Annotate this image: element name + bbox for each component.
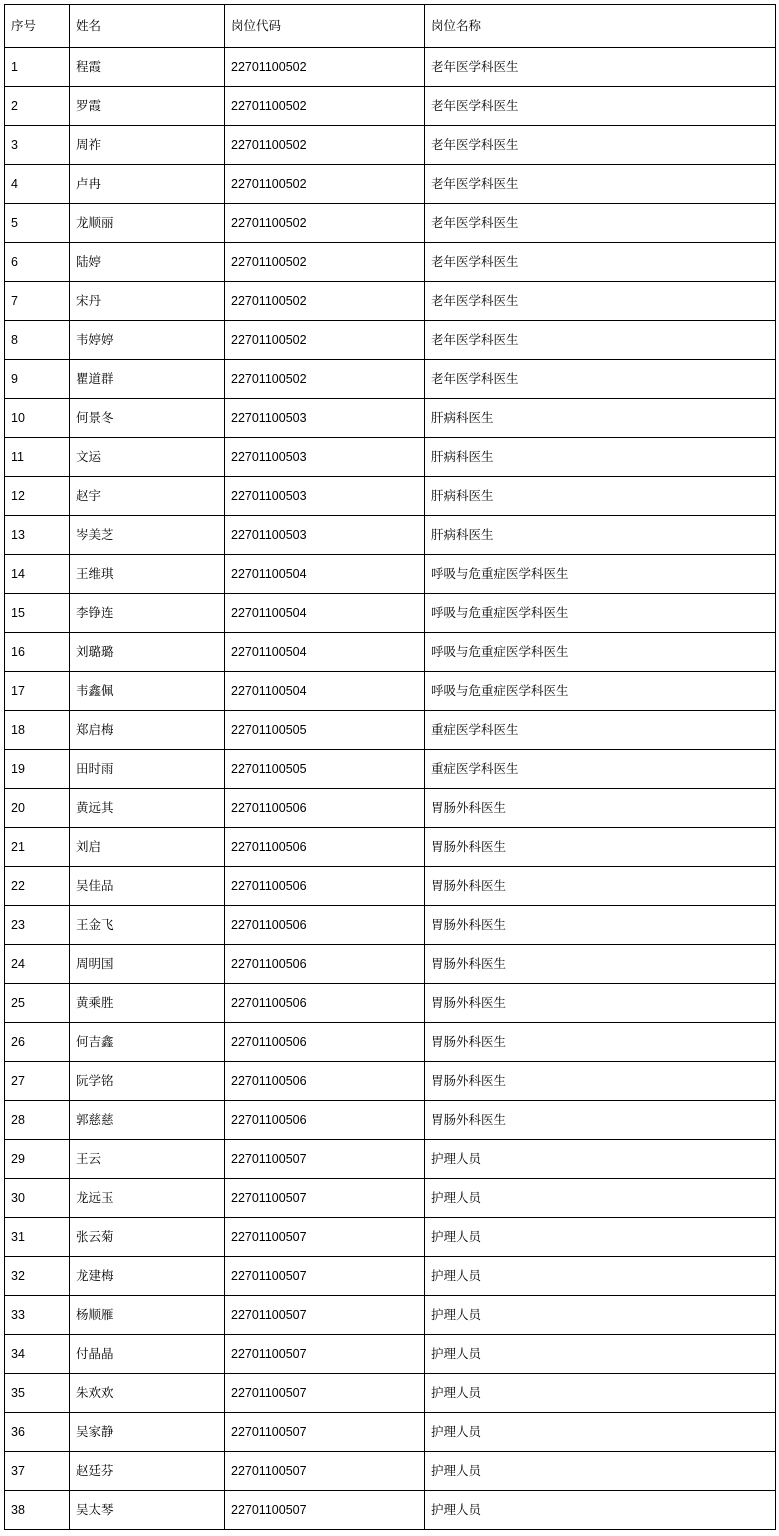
cell-name: 龙顺丽: [70, 204, 225, 243]
table-row: [5, 282, 776, 321]
cell-name: 付晶晶: [70, 1335, 225, 1374]
cell-index: 33: [5, 1296, 70, 1335]
column-header-post: 岗位名称: [425, 5, 776, 48]
table-row: [5, 360, 776, 399]
cell-post: 老年医学科医生: [425, 165, 776, 204]
cell-post: 护理人员: [425, 1491, 776, 1530]
cell-post: 重症医学科医生: [425, 711, 776, 750]
cell-post: 肝病科医生: [425, 438, 776, 477]
cell-post: 呼吸与危重症医学科医生: [425, 555, 776, 594]
cell-post: 呼吸与危重症医学科医生: [425, 672, 776, 711]
cell-name: 王维琪: [70, 555, 225, 594]
cell-name: 何景冬: [70, 399, 225, 438]
table-row: [5, 1179, 776, 1218]
cell-name: 程霞: [70, 48, 225, 87]
cell-name: 宋丹: [70, 282, 225, 321]
cell-name: 岑美芝: [70, 516, 225, 555]
cell-post: 护理人员: [425, 1374, 776, 1413]
cell-name: 韦婷婷: [70, 321, 225, 360]
cell-code: 22701100507: [225, 1296, 425, 1335]
cell-post: 护理人员: [425, 1452, 776, 1491]
cell-index: 15: [5, 594, 70, 633]
cell-name: 刘璐璐: [70, 633, 225, 672]
table-row: [5, 1335, 776, 1374]
cell-index: 18: [5, 711, 70, 750]
table-row: [5, 1374, 776, 1413]
table-row: [5, 906, 776, 945]
table-row: [5, 399, 776, 438]
table-row: [5, 516, 776, 555]
cell-code: 22701100506: [225, 906, 425, 945]
table-row: [5, 477, 776, 516]
cell-index: 35: [5, 1374, 70, 1413]
cell-name: 吴家静: [70, 1413, 225, 1452]
table-row: [5, 1296, 776, 1335]
cell-index: 17: [5, 672, 70, 711]
table-row: [5, 1101, 776, 1140]
cell-name: 赵宇: [70, 477, 225, 516]
table-row: [5, 87, 776, 126]
table-row: [5, 789, 776, 828]
cell-name: 龙远玉: [70, 1179, 225, 1218]
table-row: [5, 1023, 776, 1062]
table-row: [5, 750, 776, 789]
cell-name: 文运: [70, 438, 225, 477]
cell-index: 30: [5, 1179, 70, 1218]
cell-index: 28: [5, 1101, 70, 1140]
cell-code: 22701100504: [225, 633, 425, 672]
cell-index: 7: [5, 282, 70, 321]
cell-name: 郭慈慈: [70, 1101, 225, 1140]
cell-name: 阮学铭: [70, 1062, 225, 1101]
cell-name: 黄乘胜: [70, 984, 225, 1023]
cell-post: 护理人员: [425, 1335, 776, 1374]
cell-post: 肝病科医生: [425, 477, 776, 516]
cell-code: 22701100507: [225, 1413, 425, 1452]
cell-index: 37: [5, 1452, 70, 1491]
cell-index: 12: [5, 477, 70, 516]
table-row: [5, 711, 776, 750]
cell-post: 护理人员: [425, 1218, 776, 1257]
cell-post: 胃肠外科医生: [425, 945, 776, 984]
cell-index: 31: [5, 1218, 70, 1257]
cell-index: 29: [5, 1140, 70, 1179]
table-row: [5, 126, 776, 165]
cell-index: 22: [5, 867, 70, 906]
cell-name: 卢冉: [70, 165, 225, 204]
cell-name: 刘启: [70, 828, 225, 867]
cell-post: 老年医学科医生: [425, 48, 776, 87]
cell-post: 肝病科医生: [425, 516, 776, 555]
cell-code: 22701100503: [225, 399, 425, 438]
candidate-roster-table: [4, 4, 776, 1530]
cell-post: 护理人员: [425, 1140, 776, 1179]
cell-code: 22701100507: [225, 1257, 425, 1296]
cell-post: 胃肠外科医生: [425, 906, 776, 945]
cell-code: 22701100507: [225, 1179, 425, 1218]
cell-code: 22701100507: [225, 1140, 425, 1179]
cell-code: 22701100502: [225, 360, 425, 399]
cell-index: 36: [5, 1413, 70, 1452]
cell-code: 22701100503: [225, 477, 425, 516]
cell-index: 25: [5, 984, 70, 1023]
table-body: [5, 48, 776, 1530]
cell-post: 老年医学科医生: [425, 126, 776, 165]
cell-code: 22701100504: [225, 555, 425, 594]
cell-post: 护理人员: [425, 1413, 776, 1452]
cell-name: 李铮连: [70, 594, 225, 633]
cell-post: 护理人员: [425, 1179, 776, 1218]
cell-code: 22701100504: [225, 672, 425, 711]
table-row: [5, 1218, 776, 1257]
cell-code: 22701100506: [225, 1101, 425, 1140]
table-row: [5, 438, 776, 477]
cell-post: 老年医学科医生: [425, 321, 776, 360]
cell-code: 22701100507: [225, 1335, 425, 1374]
table-header: [5, 5, 776, 48]
cell-code: 22701100502: [225, 243, 425, 282]
table-row: [5, 672, 776, 711]
cell-code: 22701100506: [225, 984, 425, 1023]
cell-post: 老年医学科医生: [425, 360, 776, 399]
cell-post: 胃肠外科医生: [425, 789, 776, 828]
cell-index: 1: [5, 48, 70, 87]
cell-code: 22701100506: [225, 945, 425, 984]
table-row: [5, 867, 776, 906]
cell-post: 呼吸与危重症医学科医生: [425, 594, 776, 633]
table-row: [5, 48, 776, 87]
cell-name: 陆婷: [70, 243, 225, 282]
cell-name: 何吉鑫: [70, 1023, 225, 1062]
cell-post: 肝病科医生: [425, 399, 776, 438]
cell-code: 22701100506: [225, 1062, 425, 1101]
cell-index: 2: [5, 87, 70, 126]
table-row: [5, 204, 776, 243]
cell-post: 胃肠外科医生: [425, 828, 776, 867]
cell-index: 8: [5, 321, 70, 360]
cell-post: 重症医学科医生: [425, 750, 776, 789]
cell-name: 韦鑫佩: [70, 672, 225, 711]
cell-name: 瞿道群: [70, 360, 225, 399]
cell-code: 22701100506: [225, 1023, 425, 1062]
cell-post: 老年医学科医生: [425, 87, 776, 126]
cell-code: 22701100502: [225, 87, 425, 126]
cell-code: 22701100502: [225, 282, 425, 321]
cell-index: 21: [5, 828, 70, 867]
column-header-code: 岗位代码: [225, 5, 425, 48]
cell-index: 14: [5, 555, 70, 594]
cell-index: 19: [5, 750, 70, 789]
cell-code: 22701100505: [225, 711, 425, 750]
cell-index: 4: [5, 165, 70, 204]
cell-name: 朱欢欢: [70, 1374, 225, 1413]
cell-name: 田时雨: [70, 750, 225, 789]
cell-name: 龙建梅: [70, 1257, 225, 1296]
cell-post: 胃肠外科医生: [425, 1062, 776, 1101]
cell-index: 3: [5, 126, 70, 165]
cell-post: 胃肠外科医生: [425, 984, 776, 1023]
cell-name: 王金飞: [70, 906, 225, 945]
cell-index: 16: [5, 633, 70, 672]
cell-index: 32: [5, 1257, 70, 1296]
cell-code: 22701100502: [225, 204, 425, 243]
table-row: [5, 633, 776, 672]
cell-code: 22701100502: [225, 126, 425, 165]
cell-name: 赵廷芬: [70, 1452, 225, 1491]
table-row: [5, 243, 776, 282]
cell-name: 周祚: [70, 126, 225, 165]
table-row: [5, 945, 776, 984]
cell-name: 黄远其: [70, 789, 225, 828]
cell-code: 22701100502: [225, 165, 425, 204]
cell-code: 22701100507: [225, 1452, 425, 1491]
cell-index: 24: [5, 945, 70, 984]
cell-code: 22701100504: [225, 594, 425, 633]
cell-post: 呼吸与危重症医学科医生: [425, 633, 776, 672]
table-row: [5, 984, 776, 1023]
cell-code: 22701100503: [225, 438, 425, 477]
cell-name: 张云菊: [70, 1218, 225, 1257]
table-row: [5, 1491, 776, 1530]
cell-index: 34: [5, 1335, 70, 1374]
cell-index: 38: [5, 1491, 70, 1530]
cell-code: 22701100502: [225, 48, 425, 87]
cell-index: 6: [5, 243, 70, 282]
cell-index: 26: [5, 1023, 70, 1062]
table-row: [5, 1062, 776, 1101]
cell-name: 周明国: [70, 945, 225, 984]
cell-index: 5: [5, 204, 70, 243]
column-header-name: 姓名: [70, 5, 225, 48]
cell-code: 22701100506: [225, 789, 425, 828]
cell-code: 22701100506: [225, 828, 425, 867]
table-row: [5, 1257, 776, 1296]
cell-code: 22701100507: [225, 1374, 425, 1413]
cell-code: 22701100507: [225, 1218, 425, 1257]
cell-post: 胃肠外科医生: [425, 867, 776, 906]
table-row: [5, 1452, 776, 1491]
cell-index: 23: [5, 906, 70, 945]
cell-code: 22701100507: [225, 1491, 425, 1530]
cell-code: 22701100502: [225, 321, 425, 360]
cell-name: 郑启梅: [70, 711, 225, 750]
cell-name: 罗霞: [70, 87, 225, 126]
cell-post: 胃肠外科医生: [425, 1101, 776, 1140]
table-row: [5, 594, 776, 633]
cell-index: 20: [5, 789, 70, 828]
table-row: [5, 828, 776, 867]
cell-index: 11: [5, 438, 70, 477]
cell-code: 22701100506: [225, 867, 425, 906]
cell-post: 护理人员: [425, 1296, 776, 1335]
column-header-index: 序号: [5, 5, 70, 48]
table-row: [5, 555, 776, 594]
table-header-row: [5, 5, 776, 48]
cell-post: 老年医学科医生: [425, 243, 776, 282]
table-row: [5, 165, 776, 204]
cell-index: 13: [5, 516, 70, 555]
cell-post: 老年医学科医生: [425, 204, 776, 243]
cell-code: 22701100505: [225, 750, 425, 789]
cell-name: 杨顺雁: [70, 1296, 225, 1335]
cell-post: 老年医学科医生: [425, 282, 776, 321]
table-row: [5, 1413, 776, 1452]
cell-index: 27: [5, 1062, 70, 1101]
cell-name: 吴佳品: [70, 867, 225, 906]
cell-post: 护理人员: [425, 1257, 776, 1296]
cell-post: 胃肠外科医生: [425, 1023, 776, 1062]
cell-name: 吴太琴: [70, 1491, 225, 1530]
cell-index: 9: [5, 360, 70, 399]
table-row: [5, 1140, 776, 1179]
cell-index: 10: [5, 399, 70, 438]
table-row: [5, 321, 776, 360]
cell-code: 22701100503: [225, 516, 425, 555]
cell-name: 王云: [70, 1140, 225, 1179]
